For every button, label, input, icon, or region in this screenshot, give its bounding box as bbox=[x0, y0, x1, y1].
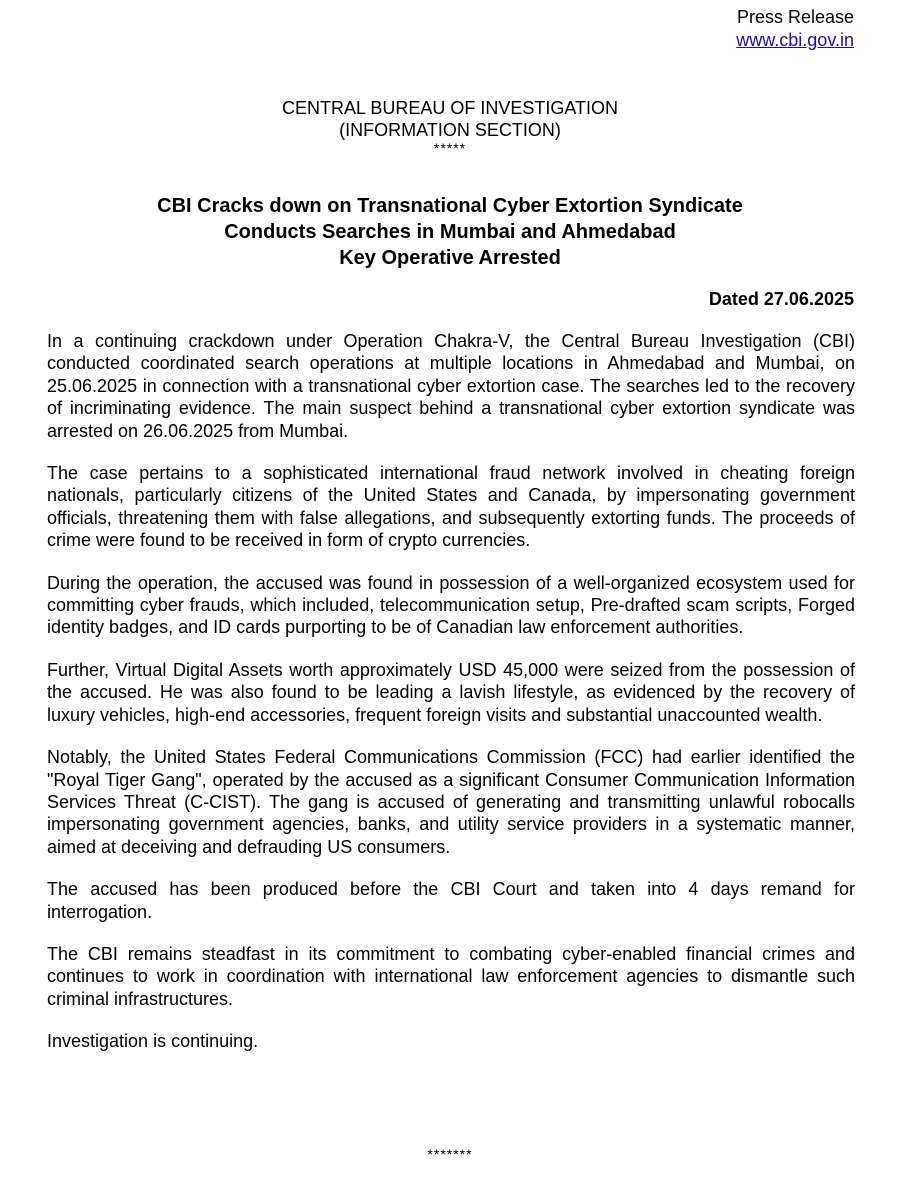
paragraph-seizure: Further, Virtual Digital Assets worth approximately USD 45,000 were seized from the possession of the accused. He was also found to be leading a lavish lifestyle, as evidenced by the recovery of luxury vehicles, high-end accessories, frequent foreign visits and substantial unaccounted wealth. bbox=[47, 659, 855, 725]
paragraph-status: Investigation is continuing. bbox=[47, 1031, 259, 1052]
paragraph-commitment: The CBI remains steadfast in its commitment to combating cyber-enabled financial crimes and continues to work in coordination with international law enforcement agencies to dismantle such criminal infrastructures. bbox=[47, 943, 855, 1009]
organization-section: (INFORMATION SECTION) bbox=[339, 120, 561, 140]
paragraph-ecosystem: During the operation, the accused was found in possession of a well-organized ecosystem used for committing cyber frauds, which included, telecommunication setup, Pre-drafted scam scripts, Forged identity badges, and ID cards purporting to be of Canadian law enforcement authorities. bbox=[47, 572, 855, 638]
organization-name: CENTRAL BUREAU OF INVESTIGATION bbox=[281, 98, 619, 118]
press-release-header bbox=[736, 6, 854, 52]
end-marker: ******* bbox=[427, 1146, 473, 1162]
press-release-title bbox=[0, 193, 900, 271]
heading-separator: ***** bbox=[433, 140, 467, 156]
release-date: Dated 27.06.2025 bbox=[708, 289, 854, 309]
title-line-1: CBI Cracks down on Transnational Cyber Extortion Syndicate bbox=[157, 195, 743, 217]
paragraph-operation: In a continuing crackdown under Operation Chakra-V, the Central Bureau Investigation (CBI) conducted coordinated search operations at multiple locations in Ahmedabad and Mumbai, on 25.06.2025 in connection with a transnational cyber extortion case. The searches led to the recovery of incriminating evidence. The main suspect behind a transnational cyber extortion syndicate was arrested on 26.06.2025 from Mumbai. bbox=[47, 331, 855, 441]
paragraph-case-details: The case pertains to a sophisticated international fraud network involved in cheating foreign nationals, particularly citizens of the United States and Canada, by impersonating government officials, threatening them with false allegations, and subsequently extorting funds. The proceeds of crime were found to be received in form of crypto currencies. bbox=[47, 463, 855, 551]
paragraph-remand: The accused has been produced before the CBI Court and taken into 4 days remand for interrogation. bbox=[47, 879, 855, 922]
paragraph-fcc: Notably, the United States Federal Communications Commission (FCC) had earlier identified the "Royal Tiger Gang", operated by the accused as a significant Consumer Communication Information Services Threat (C-CIST). The gang is accused of generating and transmitting unlawful robocalls impersonating government agencies, banks, and utility service providers in a systematic manner, aimed at deceiving and defrauding US consumers. bbox=[47, 747, 855, 857]
press-release-body bbox=[47, 330, 855, 1073]
title-line-3: Key Operative Arrested bbox=[339, 247, 561, 269]
press-release-label: Press Release bbox=[736, 7, 854, 27]
organization-heading bbox=[0, 97, 900, 155]
website-link[interactable]: www.cbi.gov.in bbox=[736, 30, 854, 50]
title-line-2: Conducts Searches in Mumbai and Ahmedabad bbox=[224, 221, 676, 243]
